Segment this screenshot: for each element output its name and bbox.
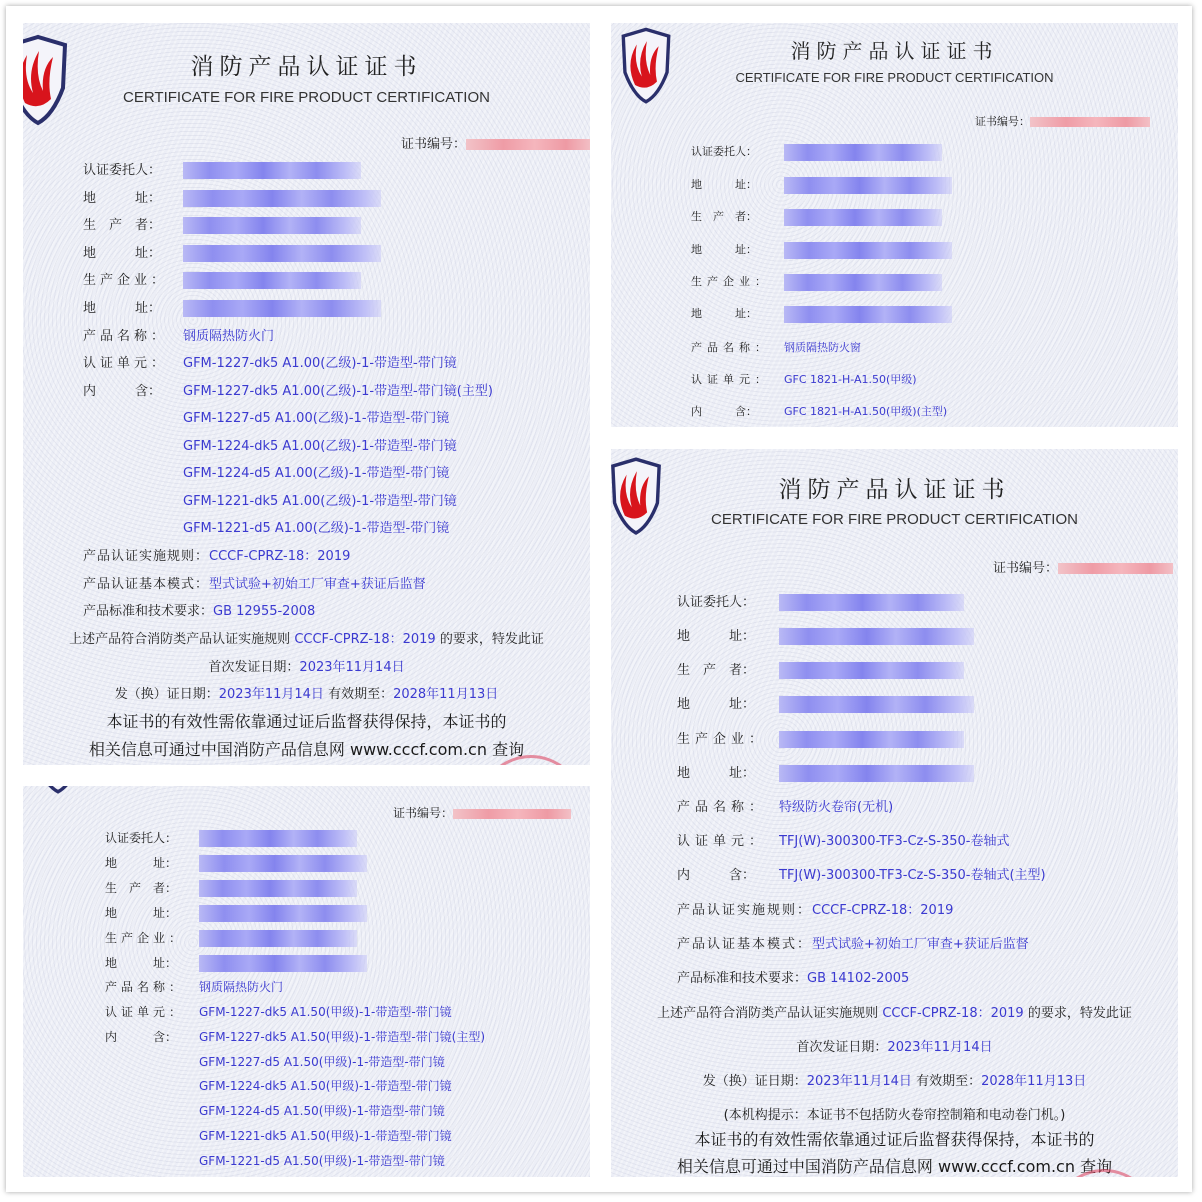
row-product-name (677, 796, 893, 815)
label-address: 地 址： (105, 856, 178, 870)
model-item: GFM-1221-dk5 A1.00(乙级)-1-带造型-带门镜 (183, 494, 457, 509)
redacted-cert-number (1058, 563, 1173, 574)
redacted-address (183, 245, 381, 262)
row-address (691, 241, 952, 259)
first-issue-label: 首次发证日期： (208, 660, 300, 675)
row-standard (677, 967, 909, 986)
redacted-client (183, 162, 361, 179)
row-address (691, 176, 952, 194)
model-item: GFM-1227-dk5 A1.50(甲级)-1-带造型-带门镜(主型) (199, 1030, 486, 1044)
statement (611, 1002, 1178, 1021)
model-item: GFM-1227-d5 A1.00(乙级)-1-带造型-带门镜 (183, 411, 450, 426)
redacted-enterprise (199, 930, 357, 947)
product-name: 钢质隔热防火门 (183, 329, 275, 344)
row-mode (83, 573, 426, 592)
row-enterprise (83, 269, 361, 289)
redacted-cert-number (1030, 117, 1150, 127)
row-product-name (83, 325, 274, 344)
redacted-producer (183, 217, 361, 234)
statement-text: 上述产品符合消防类产品认证实施规则 (657, 1006, 879, 1021)
label-address: 地 址： (83, 301, 162, 316)
label-enterprise: 生产企业： (83, 273, 169, 288)
row-address (83, 242, 381, 262)
redacted-address (779, 696, 974, 713)
validity-note-line1: 本证书的有效性需依靠通过证后监督获得保持，本证书的 (106, 712, 507, 731)
label-address: 地 址： (83, 246, 162, 261)
cert-unit: GFM-1227-dk5 A1.50(甲级)-1-带造型-带门镜 (199, 1005, 452, 1019)
redacted-cert-number (453, 809, 571, 819)
model-item: GFM-1224-dk5 A1.00(乙级)-1-带造型-带门镜 (183, 439, 457, 454)
label-rules: 产品认证实施规则： (677, 903, 813, 918)
statement-code: CCCF-CPRZ-18：2019 (294, 632, 436, 647)
label-producer: 生 产 者： (83, 218, 162, 233)
statement-code: CCCF-CPRZ-18：2019 (882, 1006, 1024, 1021)
row-contains (105, 1028, 485, 1045)
redacted-client (779, 594, 964, 611)
validity-note-line1: 本证书的有效性需依靠通过证后监督获得保持，本证书的 (694, 1130, 1095, 1149)
redacted-address (779, 765, 974, 782)
redacted-enterprise (784, 274, 942, 291)
label-address: 地 址： (691, 307, 757, 320)
validity-note-line2: 相关信息可通过中国消防产品信息网 www.cccf.com.cn 查询 (676, 1157, 1113, 1176)
rules-value: CCCF-CPRZ-18：2019 (812, 903, 954, 918)
rules-value: CCCF-CPRZ-18：2019 (209, 549, 351, 564)
model-item: GFM-1224-dk5 A1.50(甲级)-1-带造型-带门镜 (199, 1079, 452, 1093)
reissue-label: 发（换）证日期： (114, 687, 219, 702)
redacted-address (199, 955, 367, 972)
row-unit (83, 352, 457, 371)
row-rules (677, 899, 953, 918)
label-client: 认证委托人： (83, 163, 162, 178)
cert-number-label: 证书编号： (993, 561, 1059, 576)
label-address: 地 址： (691, 243, 757, 256)
label-address: 地 址： (677, 697, 756, 712)
label-product-name: 产品名称： (105, 980, 186, 994)
label-standard: 产品标准和技术要求： (83, 604, 214, 619)
validity-note-line2: 相关信息可通过中国消防产品信息网 www.cccf.com.cn 查询 (88, 740, 525, 759)
label-address: 地 址： (105, 906, 178, 920)
certificate-steel-fire-door-a (23, 786, 590, 1177)
label-contains: 内 含： (691, 405, 757, 418)
model-item: GFM-1227-d5 A1.50(甲级)-1-带造型-带门镜 (199, 1055, 445, 1069)
mode-value: 型式试验+初始工厂审查+获证后监督 (209, 577, 426, 592)
row-address (105, 854, 367, 872)
row-standard (83, 600, 315, 619)
label-contains: 内 含： (677, 868, 756, 883)
row-unit (105, 1003, 452, 1020)
cert-number-label: 证书编号： (401, 137, 467, 152)
cert-number (393, 804, 571, 821)
certificate-steel-fire-window (611, 23, 1178, 427)
certificate-fire-shutter (611, 449, 1178, 1177)
redacted-producer (199, 880, 357, 897)
row-producer (105, 879, 357, 897)
label-rules: 产品认证实施规则： (83, 549, 210, 564)
reissue-date: 2023年11月14日 (218, 687, 324, 702)
valid-label: 有效期至： (328, 687, 394, 702)
valid-date: 2028年11月13日 (981, 1074, 1087, 1089)
label-producer: 生 产 者： (677, 663, 756, 678)
label-client: 认证委托人： (105, 831, 178, 845)
row-producer (83, 214, 361, 234)
model-item: GFM-1227-dk5 A1.00(乙级)-1-带造型-带门镜(主型) (183, 384, 493, 399)
label-producer: 生 产 者： (691, 210, 757, 223)
statement (23, 628, 590, 647)
label-unit: 认证单元： (105, 1005, 186, 1019)
row-client (691, 143, 942, 161)
cert-unit: GFM-1227-dk5 A1.00(乙级)-1-带造型-带门镜 (183, 356, 457, 371)
label-unit: 认证单元： (677, 834, 768, 849)
title-cn: 消防产品认证证书 (778, 477, 1011, 503)
row-client (677, 591, 964, 611)
model-item: GFM-1221-d5 A1.50(甲级)-1-带造型-带门镜 (199, 1154, 445, 1168)
redacted-address (183, 190, 381, 207)
row-address (691, 305, 952, 323)
valid-label: 有效期至： (916, 1074, 982, 1089)
title-en: CERTIFICATE FOR FIRE PRODUCT CERTIFICATION (735, 70, 1054, 85)
row-address (105, 954, 367, 972)
reissue-label: 发（换）证日期： (702, 1074, 807, 1089)
cert-number (975, 113, 1150, 129)
row-address (677, 762, 974, 782)
redacted-producer (784, 209, 942, 226)
row-client (83, 159, 361, 179)
model-item: GFM-1224-d5 A1.50(甲级)-1-带造型-带门镜 (199, 1104, 445, 1118)
label-contains: 内 含： (83, 384, 162, 399)
label-client: 认证委托人： (677, 595, 756, 610)
redacted-address (784, 306, 952, 323)
row-mode (677, 933, 1029, 952)
row-product-name (105, 978, 283, 995)
title-en: CERTIFICATE FOR FIRE PRODUCT CERTIFICATION (711, 511, 1078, 528)
label-address: 地 址： (105, 956, 178, 970)
redacted-address (183, 300, 381, 317)
row-address (83, 297, 381, 317)
mode-value: 型式试验+初始工厂审查+获证后监督 (812, 937, 1029, 952)
certificate-steel-fire-door-b (23, 23, 590, 765)
label-address: 地 址： (677, 629, 756, 644)
label-mode: 产品认证基本模式： (83, 577, 210, 592)
cert-number-label: 证书编号： (975, 115, 1030, 128)
row-unit (677, 830, 1009, 849)
label-enterprise: 生产企业： (691, 275, 771, 288)
cert-number-label: 证书编号： (393, 806, 454, 820)
issue-validity (23, 683, 590, 702)
standard-value: GB 14102-2005 (807, 971, 910, 986)
product-name: 钢质隔热防火窗 (784, 341, 861, 354)
issue-validity (611, 1070, 1178, 1089)
model-item: TFJ(W)-300300-TF3-Cz-S-350-卷轴式(主型) (779, 868, 1046, 883)
label-address: 地 址： (691, 178, 757, 191)
cert-number (993, 557, 1173, 576)
cert-unit: GFC 1821-H-A1.50(甲级) (784, 373, 917, 386)
statement-text: 的要求，特发此证 (1027, 1006, 1132, 1021)
redacted-client (784, 144, 942, 161)
row-address (677, 625, 974, 645)
valid-date: 2028年11月13日 (393, 687, 499, 702)
redacted-cert-number (466, 139, 590, 150)
reissue-date: 2023年11月14日 (806, 1074, 912, 1089)
label-standard: 产品标准和技术要求： (677, 971, 808, 986)
row-contains (83, 380, 493, 399)
row-product-name (691, 339, 861, 355)
statement-text: 的要求，特发此证 (439, 632, 544, 647)
label-unit: 认证单元： (83, 356, 169, 371)
redacted-address (199, 855, 367, 872)
label-unit: 认证单元： (691, 373, 771, 386)
redacted-address (784, 242, 952, 259)
label-product-name: 产品名称： (691, 341, 771, 354)
redacted-enterprise (183, 272, 361, 289)
label-address: 地 址： (83, 191, 162, 206)
redacted-address (199, 905, 367, 922)
first-issue (611, 1036, 1178, 1055)
row-producer (677, 659, 964, 679)
product-name: 特级防火卷帘(无机) (779, 800, 894, 815)
row-rules (83, 545, 350, 564)
label-enterprise: 生产企业： (105, 931, 186, 945)
title-cn: 消防产品认证证书 (790, 39, 999, 63)
product-name: 钢质隔热防火门 (199, 980, 284, 994)
row-enterprise (677, 728, 964, 748)
redacted-producer (779, 662, 964, 679)
redacted-enterprise (779, 731, 964, 748)
row-producer (691, 208, 942, 226)
title-en: CERTIFICATE FOR FIRE PRODUCT CERTIFICATION (123, 89, 490, 106)
row-enterprise (105, 929, 357, 947)
redacted-address (779, 628, 974, 645)
row-address (105, 904, 367, 922)
model-item: GFC 1821-H-A1.50(甲级)(主型) (784, 405, 948, 418)
first-issue-date: 2023年11月14日 (887, 1040, 993, 1055)
first-issue-date: 2023年11月14日 (299, 660, 405, 675)
row-contains (691, 403, 947, 419)
label-producer: 生 产 者： (105, 881, 178, 895)
statement-text: 上述产品符合消防类产品认证实施规则 (69, 632, 291, 647)
label-enterprise: 生产企业： (677, 732, 768, 747)
model-item: GFM-1221-d5 A1.00(乙级)-1-带造型-带门镜 (183, 521, 450, 536)
row-contains (677, 864, 1046, 883)
label-mode: 产品认证基本模式： (677, 937, 813, 952)
row-address (677, 693, 974, 713)
first-issue-label: 首次发证日期： (796, 1040, 888, 1055)
row-client (105, 829, 357, 847)
redacted-client (199, 830, 357, 847)
model-item: GFM-1224-d5 A1.00(乙级)-1-带造型-带门镜 (183, 466, 450, 481)
row-enterprise (691, 273, 942, 291)
cert-number (401, 133, 590, 152)
title-cn: 消防产品认证证书 (190, 54, 423, 80)
redacted-address (784, 177, 952, 194)
row-address (83, 187, 381, 207)
label-product-name: 产品名称： (83, 329, 169, 344)
model-item: GFM-1221-dk5 A1.50(甲级)-1-带造型-带门镜 (199, 1129, 452, 1143)
standard-value: GB 12955-2008 (213, 604, 316, 619)
first-issue (23, 656, 590, 675)
cert-unit: TFJ(W)-300300-TF3-Cz-S-350-卷轴式 (779, 834, 1010, 849)
label-address: 地 址： (677, 766, 756, 781)
row-unit (691, 371, 917, 387)
fire-shield-logo-icon (28, 786, 88, 796)
label-client: 认证委托人： (691, 145, 757, 158)
label-product-name: 产品名称： (677, 800, 768, 815)
label-contains: 内 含： (105, 1030, 178, 1044)
notice: (本机构提示：本证书不包括防火卷帘控制箱和电动卷门机。) (723, 1108, 1066, 1123)
